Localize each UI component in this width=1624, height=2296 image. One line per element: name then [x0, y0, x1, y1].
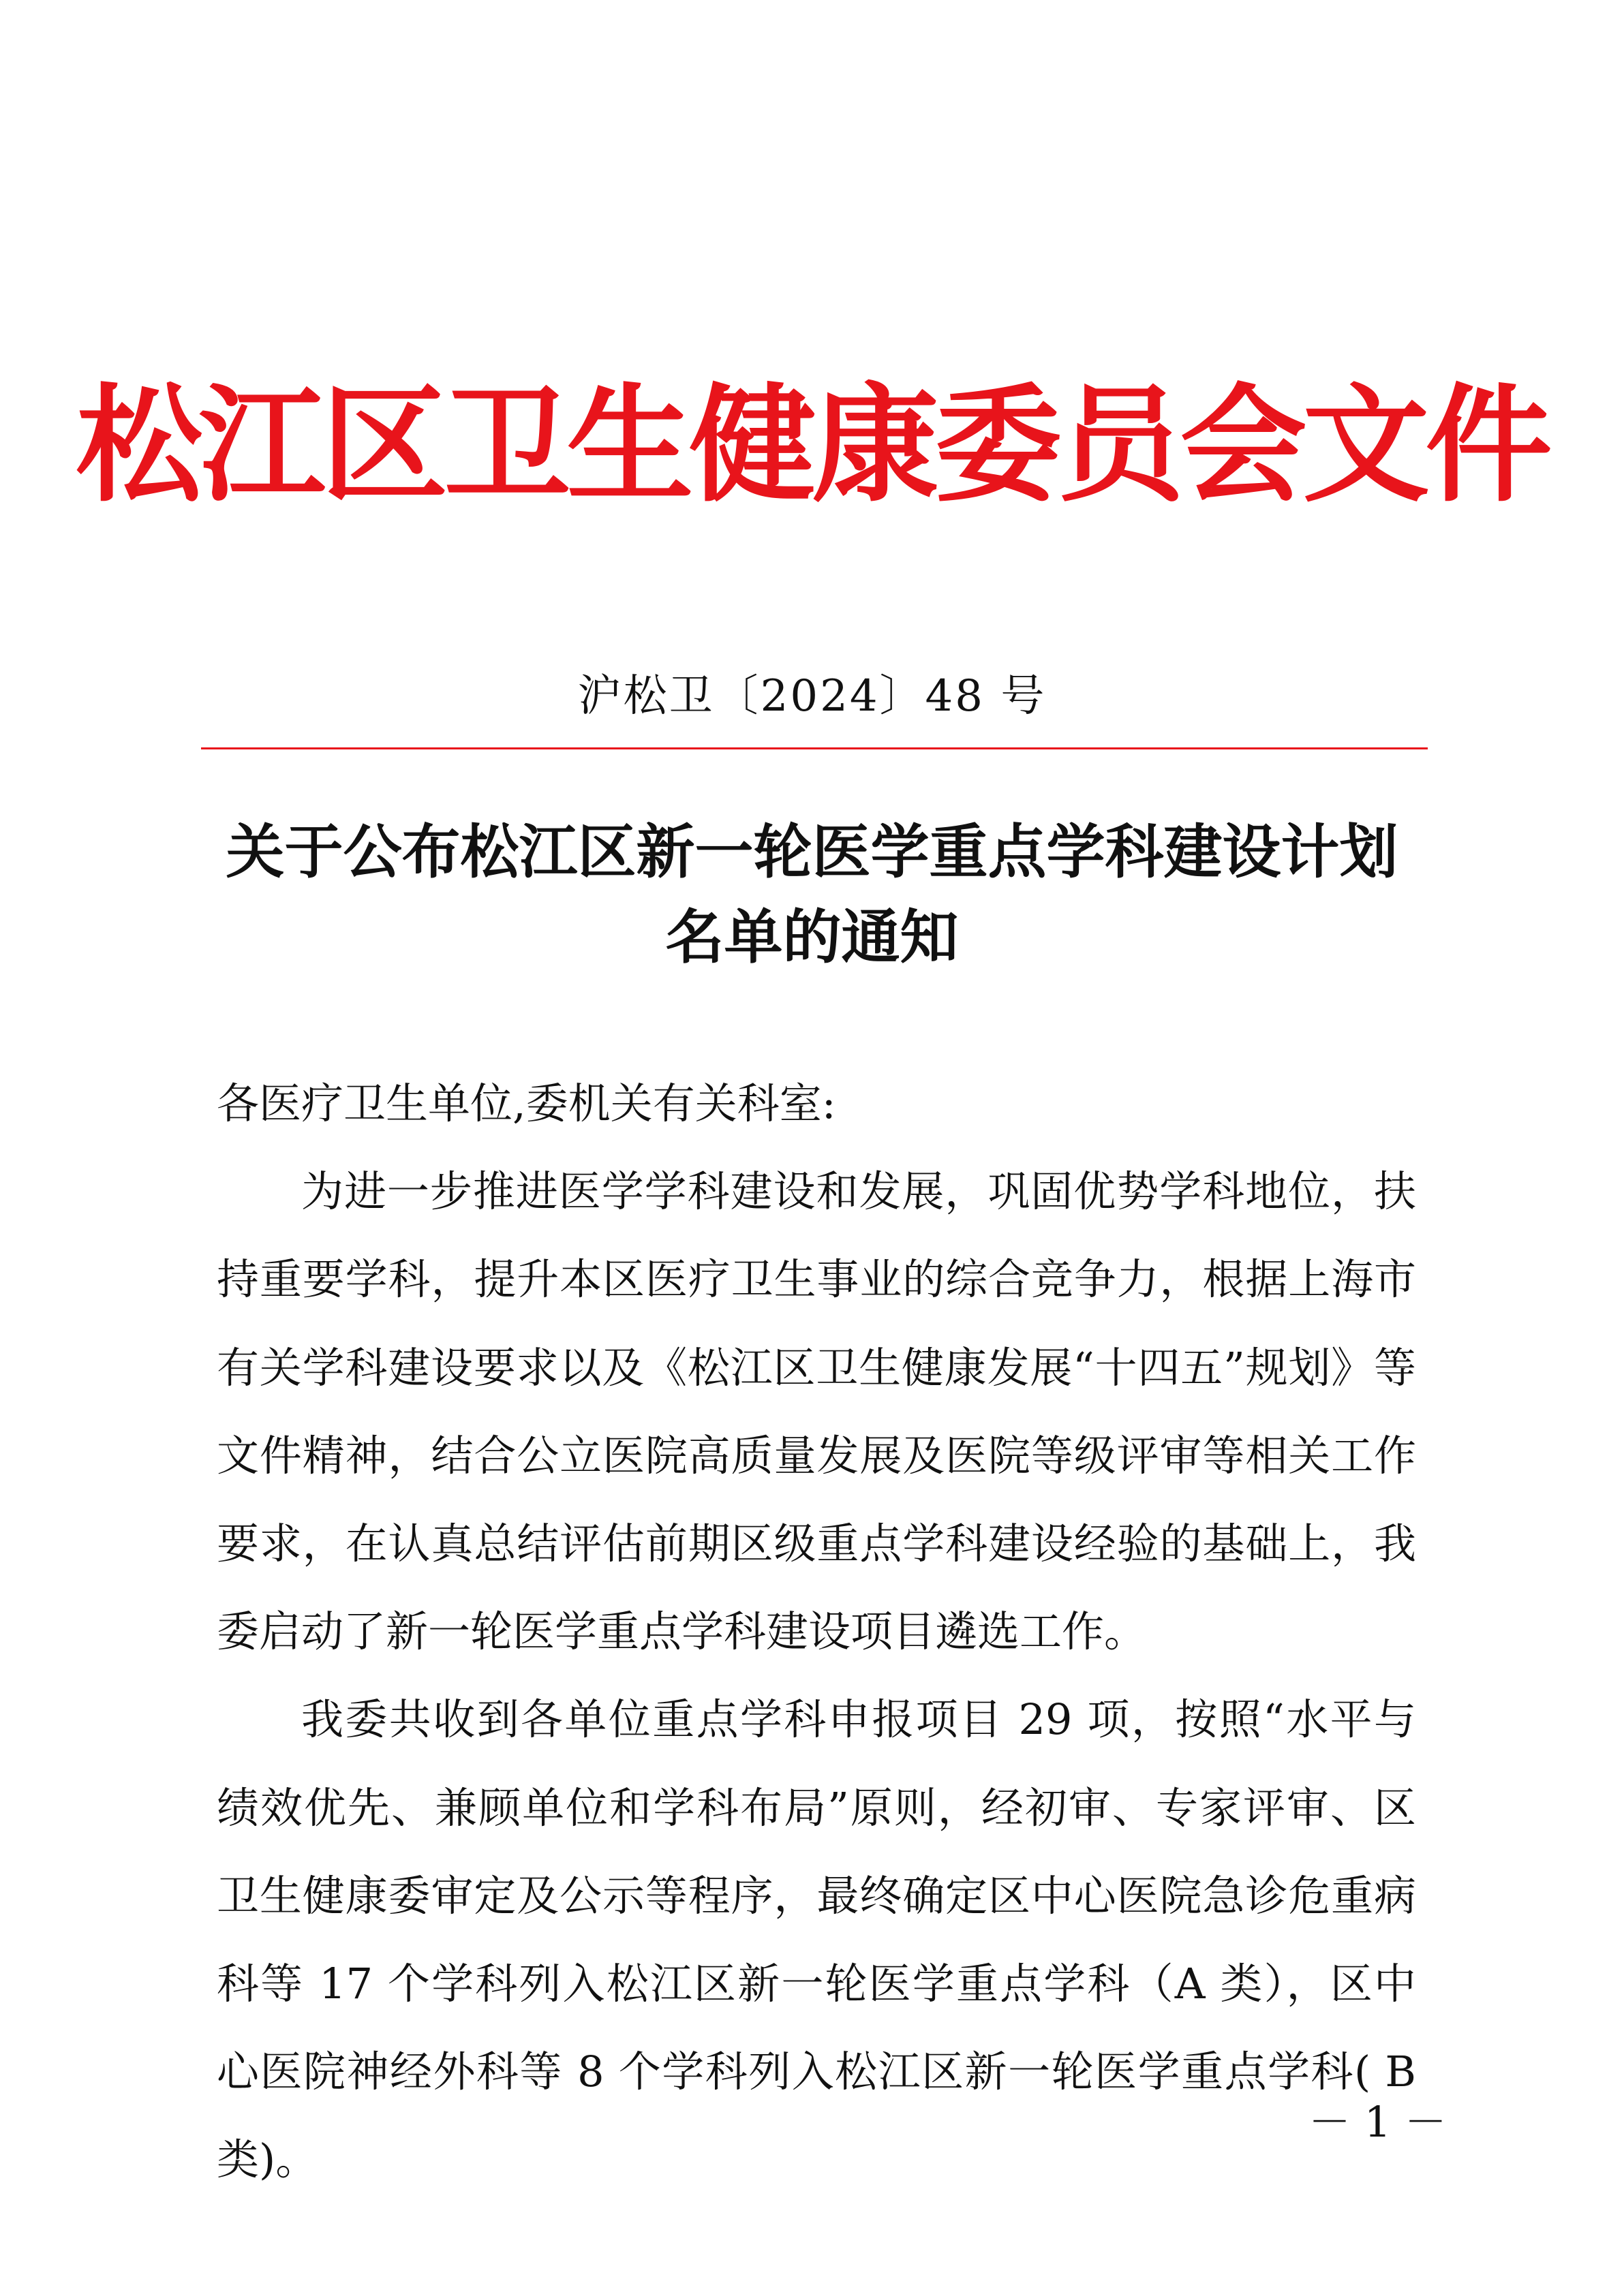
- body-paragraph-2: 我委共收到各单位重点学科申报项目 29 项，按照“水平与绩效优先、兼顾单位和学科布局”原则，经初审、专家评审、区卫生健康委审定及公示等程序，最终确定区中心医院急诊危重病科等 17 个学科列入松江区新一轮医学重点学科（A 类），区中心医院神经外科等 8 个学科列入松江区新一轮医学重点学科( B 类)。: [217, 1694, 1416, 2185]
- body-paragraph-1: 为进一步推进医学学科建设和发展，巩固优势学科地位，扶持重要学科，提升本区医疗卫生事业的综合竞争力，根据上海市有关学科建设要求以及《松江区卫生健康发展“十四五”规划》等文件精神，结合公立医院高质量发展及医院等级评审等相关工作要求，在认真总结评估前期区级重点学科建设经验的基础上，我委启动了新一轮医学重点学科建设项目遴选工作。: [217, 1166, 1416, 1657]
- page-number: － 1 －: [1308, 2097, 1447, 2147]
- notice-body: [217, 1059, 1416, 2204]
- notice-title-line-1: 关于公布松江区新一轮医学重点学科建设计划: [226, 818, 1398, 886]
- salutation: 各医疗卫生单位,委机关有关科室:: [217, 1079, 836, 1128]
- document-header-title: 松江区卫生健康委员会文件: [76, 370, 1548, 519]
- document-number: 沪松卫〔2024〕48 号: [577, 671, 1047, 722]
- red-divider-line: [201, 747, 1428, 749]
- notice-title-line-2: 名单的通知: [665, 903, 959, 972]
- notice-title: [0, 809, 1624, 980]
